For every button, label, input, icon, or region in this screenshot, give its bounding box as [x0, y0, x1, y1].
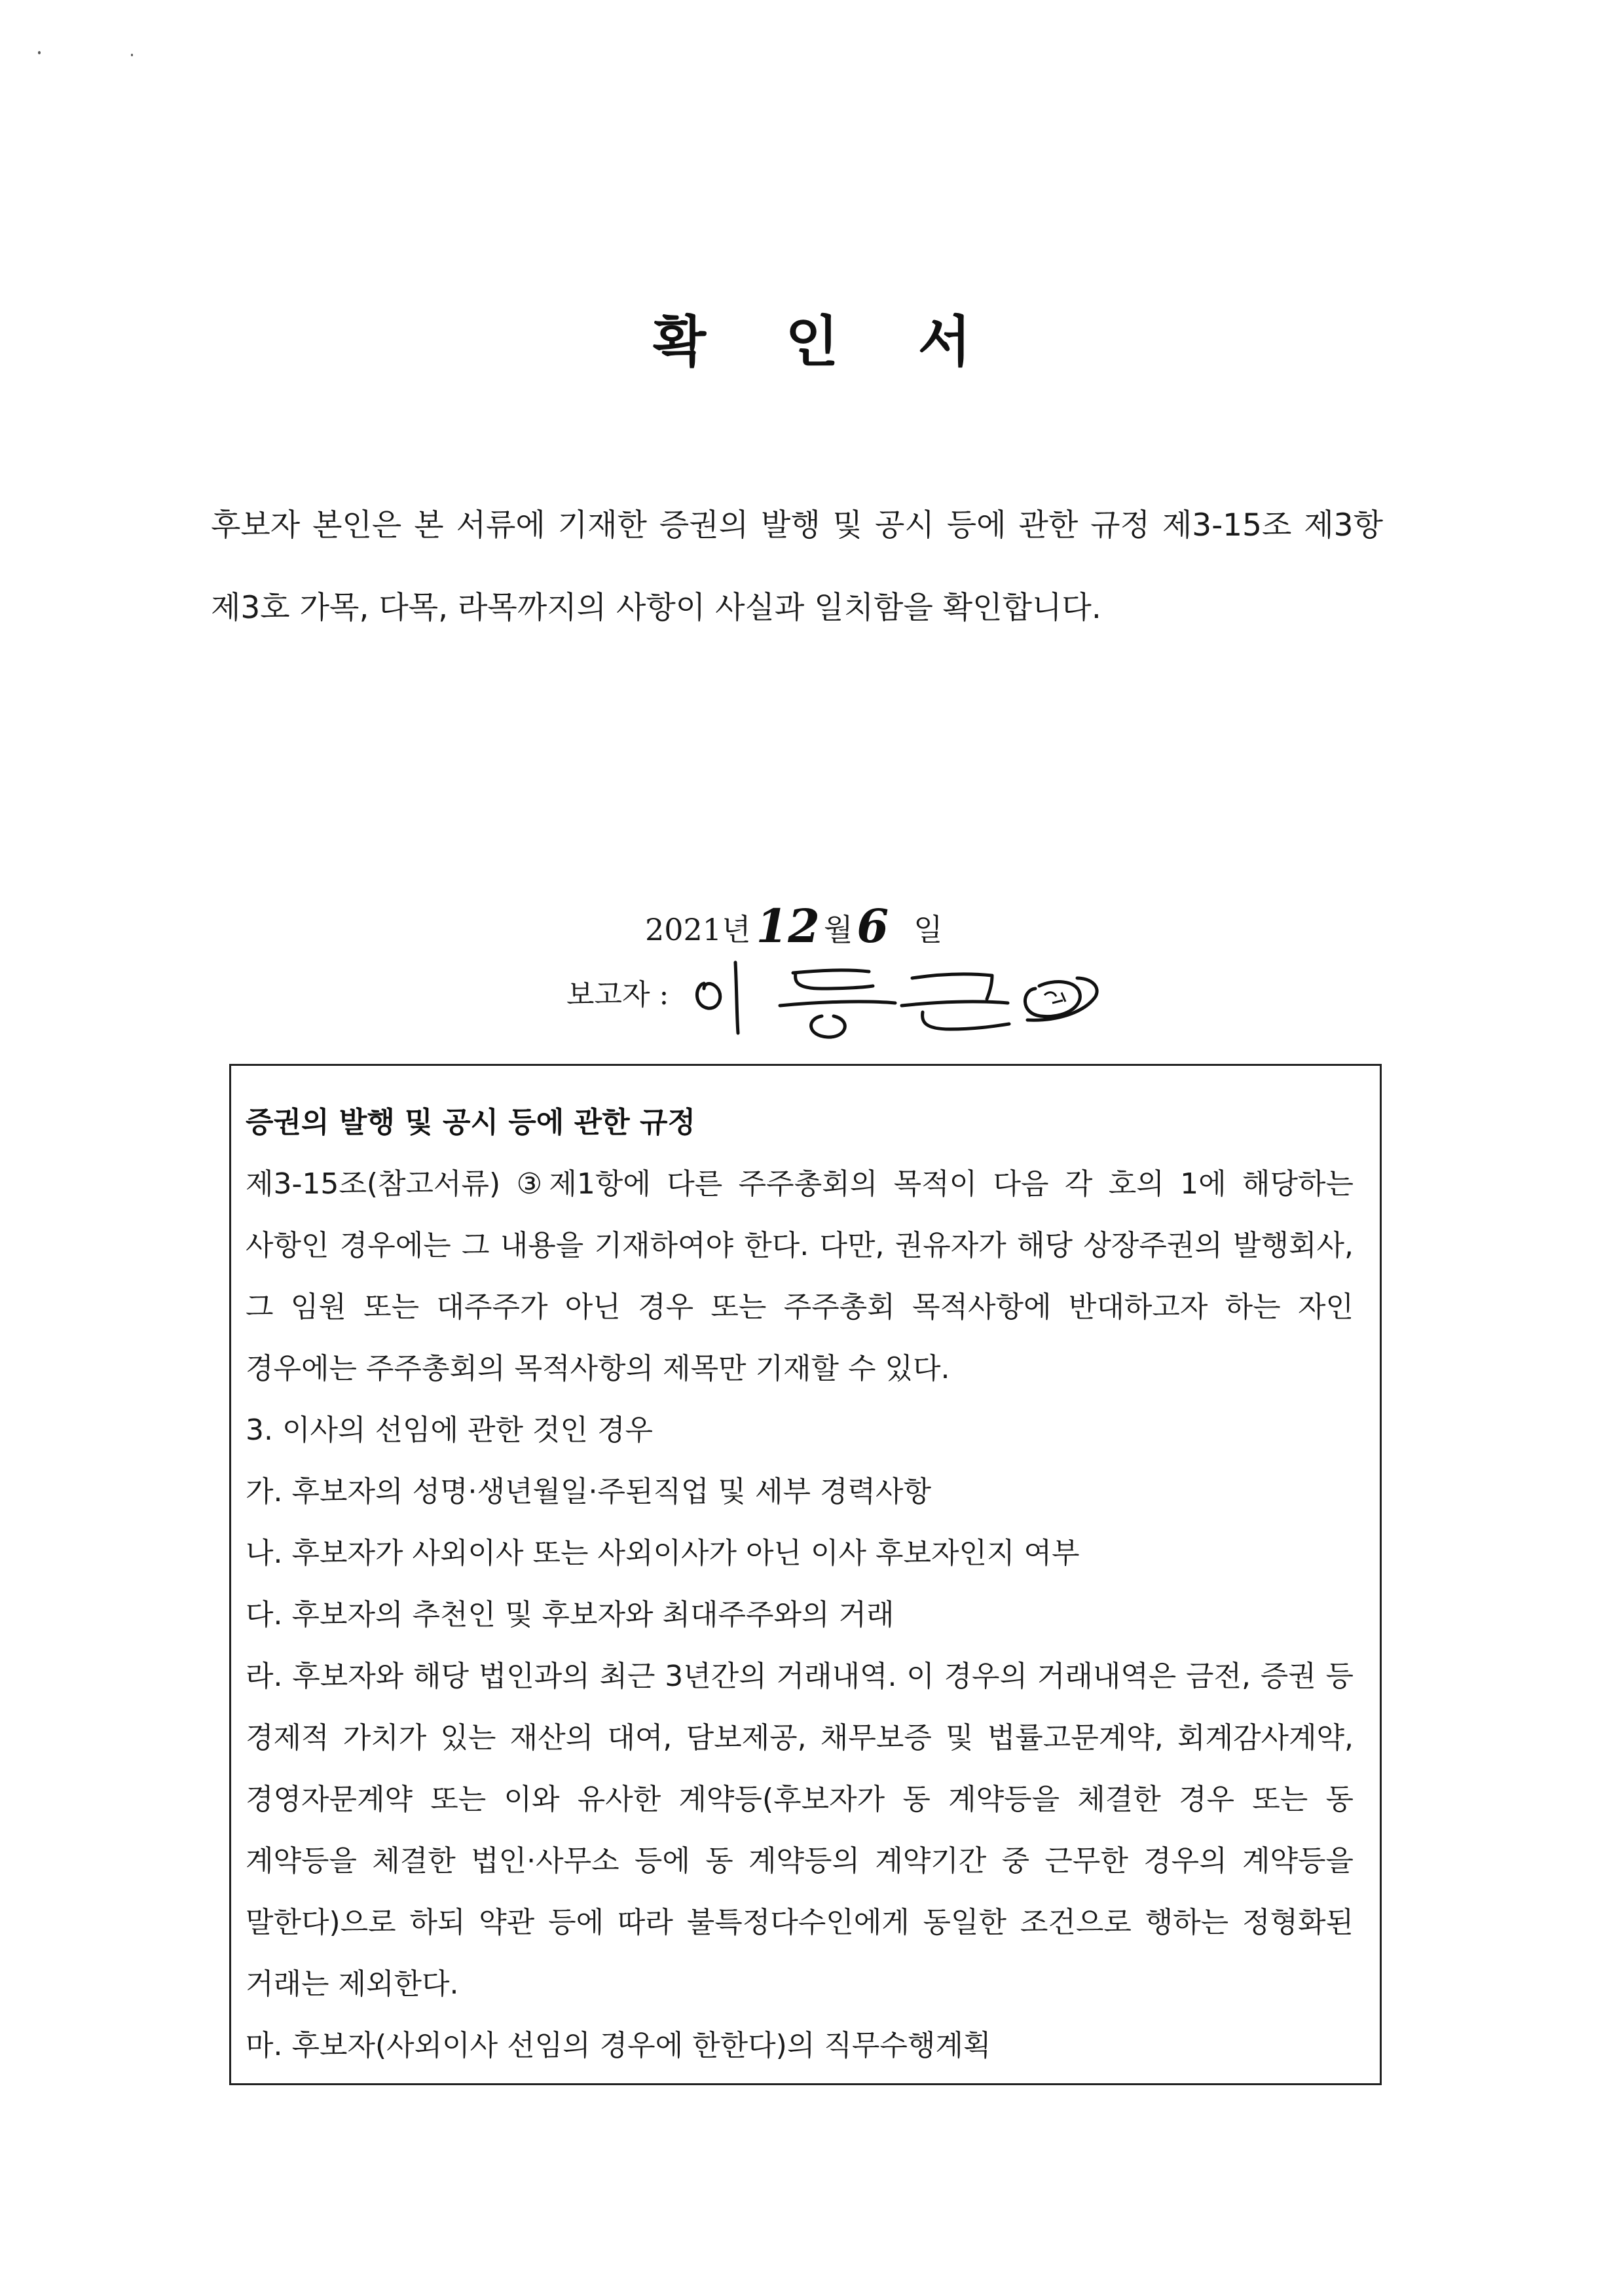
date-line [645, 877, 943, 953]
document-title: 확 인 서 [653, 309, 1001, 374]
regulation-title: 증권의 발행 및 공시 등에 관한 규정 [246, 1106, 695, 1139]
regulation-item: 가. 후보자의 성명·생년월일·주된직업 및 세부 경력사항 [246, 1475, 931, 1508]
scan-speck [38, 51, 41, 54]
regulation-item: 라. 후보자와 해당 법인과의 최근 3년간의 거래내역. 이 경우의 거래내역은 금전, 증권 등 경제적 가치가 있는 재산의 대여, 담보제공, 채무보증 및 법률고문계약, 회계감사계약, 경영자문계약 또는 이와 유사한 계약등(후보자가 동 계약등을 체결한 경우 또는 동 계약등을 체결한 법인·사무소 등에 동 계약등의 계약기간 중 근무한 경우의 계약등을 말한다)으로 하되 약관 등에 따라 불특정다수인에게 동일한 조건으로 행하는 정형화된 거래는 제외한다. [246, 1660, 1354, 2001]
date-month-label: 월 [823, 912, 853, 947]
regulation-item: 마. 후보자(사외이사 선임의 경우에 한한다)의 직무수행계획 [246, 2029, 991, 2062]
reporter-line [566, 943, 1101, 1041]
regulation-box [229, 1064, 1382, 2085]
date-month-handwritten: 12 [756, 899, 820, 953]
reporter-label: 보고자 : [566, 978, 669, 1011]
regulation-item: 다. 후보자의 추천인 및 후보자와 최대주주와의 거래 [246, 1598, 895, 1631]
date-year: 2021년 [645, 912, 751, 947]
confirmation-statement: 후보자 본인은 본 서류에 기재한 증권의 발행 및 공시 등에 관한 규정 제3-15조 제3항 제3호 가목, 다목, 라목까지의 사항이 사실과 일치함을 확인합니다. [211, 507, 1383, 626]
date-day-label: 일 [913, 912, 943, 947]
regulation-item: 나. 후보자가 사외이사 또는 사외이사가 아닌 이사 후보자인지 여부 [246, 1537, 1080, 1570]
handwritten-signature [682, 943, 1101, 1041]
regulation-intro: 제3-15조(참고서류) ③제1항에 다른 주주총회의 목적이 다음 각 호의 1에 해당하는 사항인 경우에는 그 내용을 기재하여야 한다. 다만, 권유자가 해당 상장주권의 발행회사, 그 임원 또는 대주주가 아닌 경우 또는 주주총회 목적사항에 반대하고자 하는 자인 경우에는 주주총회의 목적사항의 제목만 기재할 수 있다. [246, 1167, 1354, 1385]
date-day-handwritten: 6 [857, 899, 889, 953]
regulation-item: 3. 이사의 선임에 관한 것인 경우 [246, 1413, 653, 1447]
scan-speck [131, 54, 133, 56]
